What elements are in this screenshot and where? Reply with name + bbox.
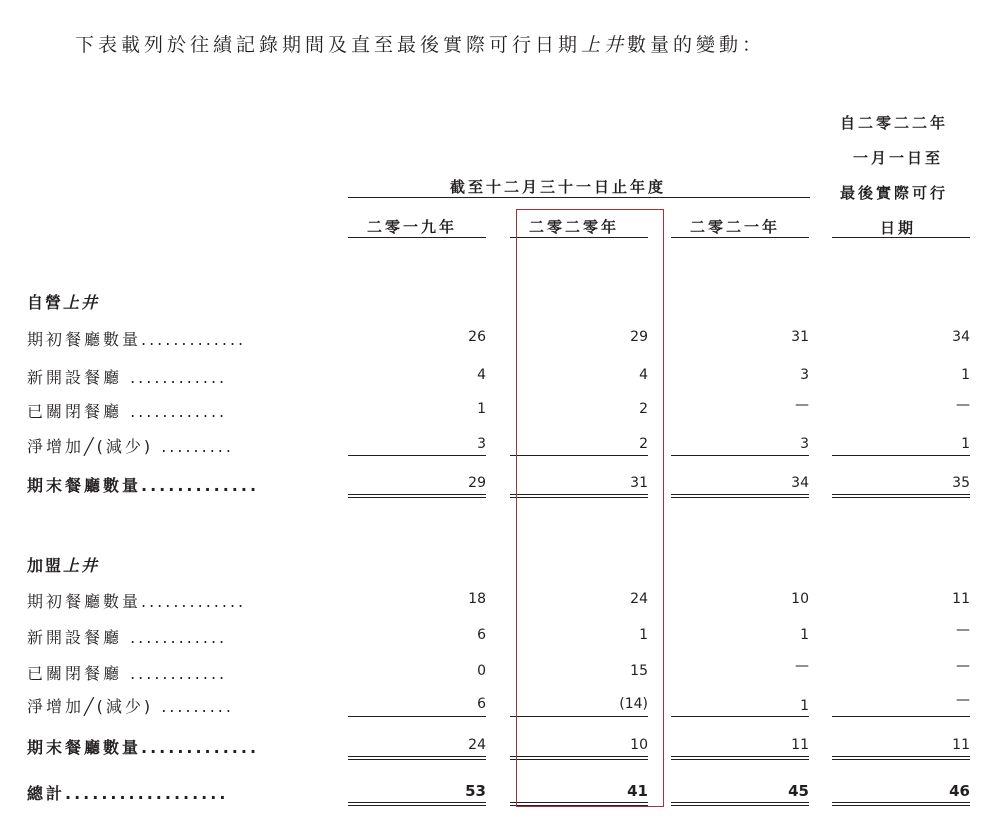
cell-value: 11 [791, 737, 809, 753]
cell-value: 10 [791, 591, 809, 607]
cell-value: 24 [630, 591, 648, 607]
cell-value: 2 [639, 401, 648, 417]
section-title-self-operated: 自營上井 [27, 293, 100, 312]
header-2019: 二零一九年 [367, 218, 458, 236]
row-label: 期初餐廳數量............. [27, 592, 247, 611]
subtotal-rule [348, 716, 486, 717]
row-label: 已關閉餐廳 ............ [27, 402, 228, 421]
closing-double-rule [348, 494, 486, 498]
header-lpd-line4: 日期 [880, 219, 917, 237]
cell-value: 1 [477, 401, 486, 417]
cell-value: — [956, 692, 970, 708]
cell-value: — [795, 397, 809, 413]
header-rule-lpd [832, 237, 970, 238]
cell-value: 4 [639, 367, 648, 383]
cell-value: 24 [468, 737, 486, 753]
header-2021: 二零二一年 [690, 218, 781, 236]
cell-value: 4 [477, 367, 486, 383]
cell-value: 1 [961, 367, 970, 383]
cell-value: 11 [952, 737, 970, 753]
cell-value: 1 [961, 436, 970, 452]
row-label-closing: 期末餐廳數量............. [27, 738, 260, 757]
header-lpd-line1: 自二零二二年 [840, 114, 949, 132]
row-label: 新開設餐廳 ............ [27, 628, 228, 647]
cell-value: — [956, 658, 970, 674]
intro-text: 下表載列於往績記錄期間及直至最後實際可行日期上井數量的變動： [75, 34, 766, 56]
cell-value: — [956, 622, 970, 638]
cell-value: 3 [477, 436, 486, 452]
total-value: 53 [465, 782, 486, 800]
total-value: 46 [949, 782, 970, 800]
closing-double-rule [671, 494, 809, 498]
cell-value: 31 [630, 475, 648, 491]
closing-double-rule [832, 756, 970, 760]
subtotal-rule [671, 455, 809, 456]
cell-value: 3 [800, 367, 809, 383]
header-lpd-line3: 最後實際可行 [840, 184, 949, 202]
row-label: 淨增加╱(減少) ......... [27, 437, 234, 456]
cell-value: 29 [630, 329, 648, 345]
cell-value: 10 [630, 737, 648, 753]
cell-value: 0 [477, 663, 486, 679]
cell-value: 2 [639, 436, 648, 452]
subtotal-rule [348, 455, 486, 456]
cell-value: 6 [477, 696, 486, 712]
total-label: 總計.................. [27, 784, 229, 803]
cell-value: 35 [952, 475, 970, 491]
row-label: 已關閉餐廳 ............ [27, 664, 228, 683]
subtotal-rule [671, 716, 809, 717]
total-value: 45 [788, 782, 809, 800]
cell-value: — [795, 658, 809, 674]
subtotal-rule [832, 455, 970, 456]
row-label-closing: 期末餐廳數量............. [27, 476, 260, 495]
closing-double-rule [671, 756, 809, 760]
cell-value: 26 [468, 329, 486, 345]
subtotal-rule [832, 716, 970, 717]
cell-value: 11 [952, 591, 970, 607]
header-2020: 二零二零年 [529, 218, 620, 236]
cell-value: 1 [800, 627, 809, 643]
header-rule-2021 [671, 237, 809, 238]
total-double-rule [671, 802, 809, 806]
cell-value: 34 [791, 475, 809, 491]
total-double-rule [348, 802, 486, 806]
cell-value: 1 [800, 698, 809, 714]
period-group-header: 截至十二月三十一日止年度 [450, 178, 667, 196]
cell-value: 6 [477, 627, 486, 643]
total-double-rule [832, 802, 970, 806]
cell-value: 34 [952, 329, 970, 345]
cell-value: 1 [639, 627, 648, 643]
total-value: 41 [627, 782, 648, 800]
cell-value: (14) [619, 696, 648, 712]
header-rule-2019 [348, 237, 486, 238]
row-label: 淨增加╱(減少) ......... [27, 697, 234, 716]
closing-double-rule [832, 494, 970, 498]
period-group-rule [348, 197, 810, 198]
cell-value: 15 [630, 663, 648, 679]
cell-value: 31 [791, 329, 809, 345]
cell-value: 18 [468, 591, 486, 607]
row-label: 新開設餐廳 ............ [27, 368, 228, 387]
row-label: 期初餐廳數量............. [27, 330, 247, 349]
highlight-box-2020 [516, 209, 664, 807]
closing-double-rule [348, 756, 486, 760]
cell-value: 29 [468, 475, 486, 491]
section-title-franchised: 加盟上井 [27, 556, 100, 575]
cell-value: — [956, 397, 970, 413]
cell-value: 3 [800, 436, 809, 452]
header-lpd-line2: 一月一日至 [853, 149, 944, 167]
